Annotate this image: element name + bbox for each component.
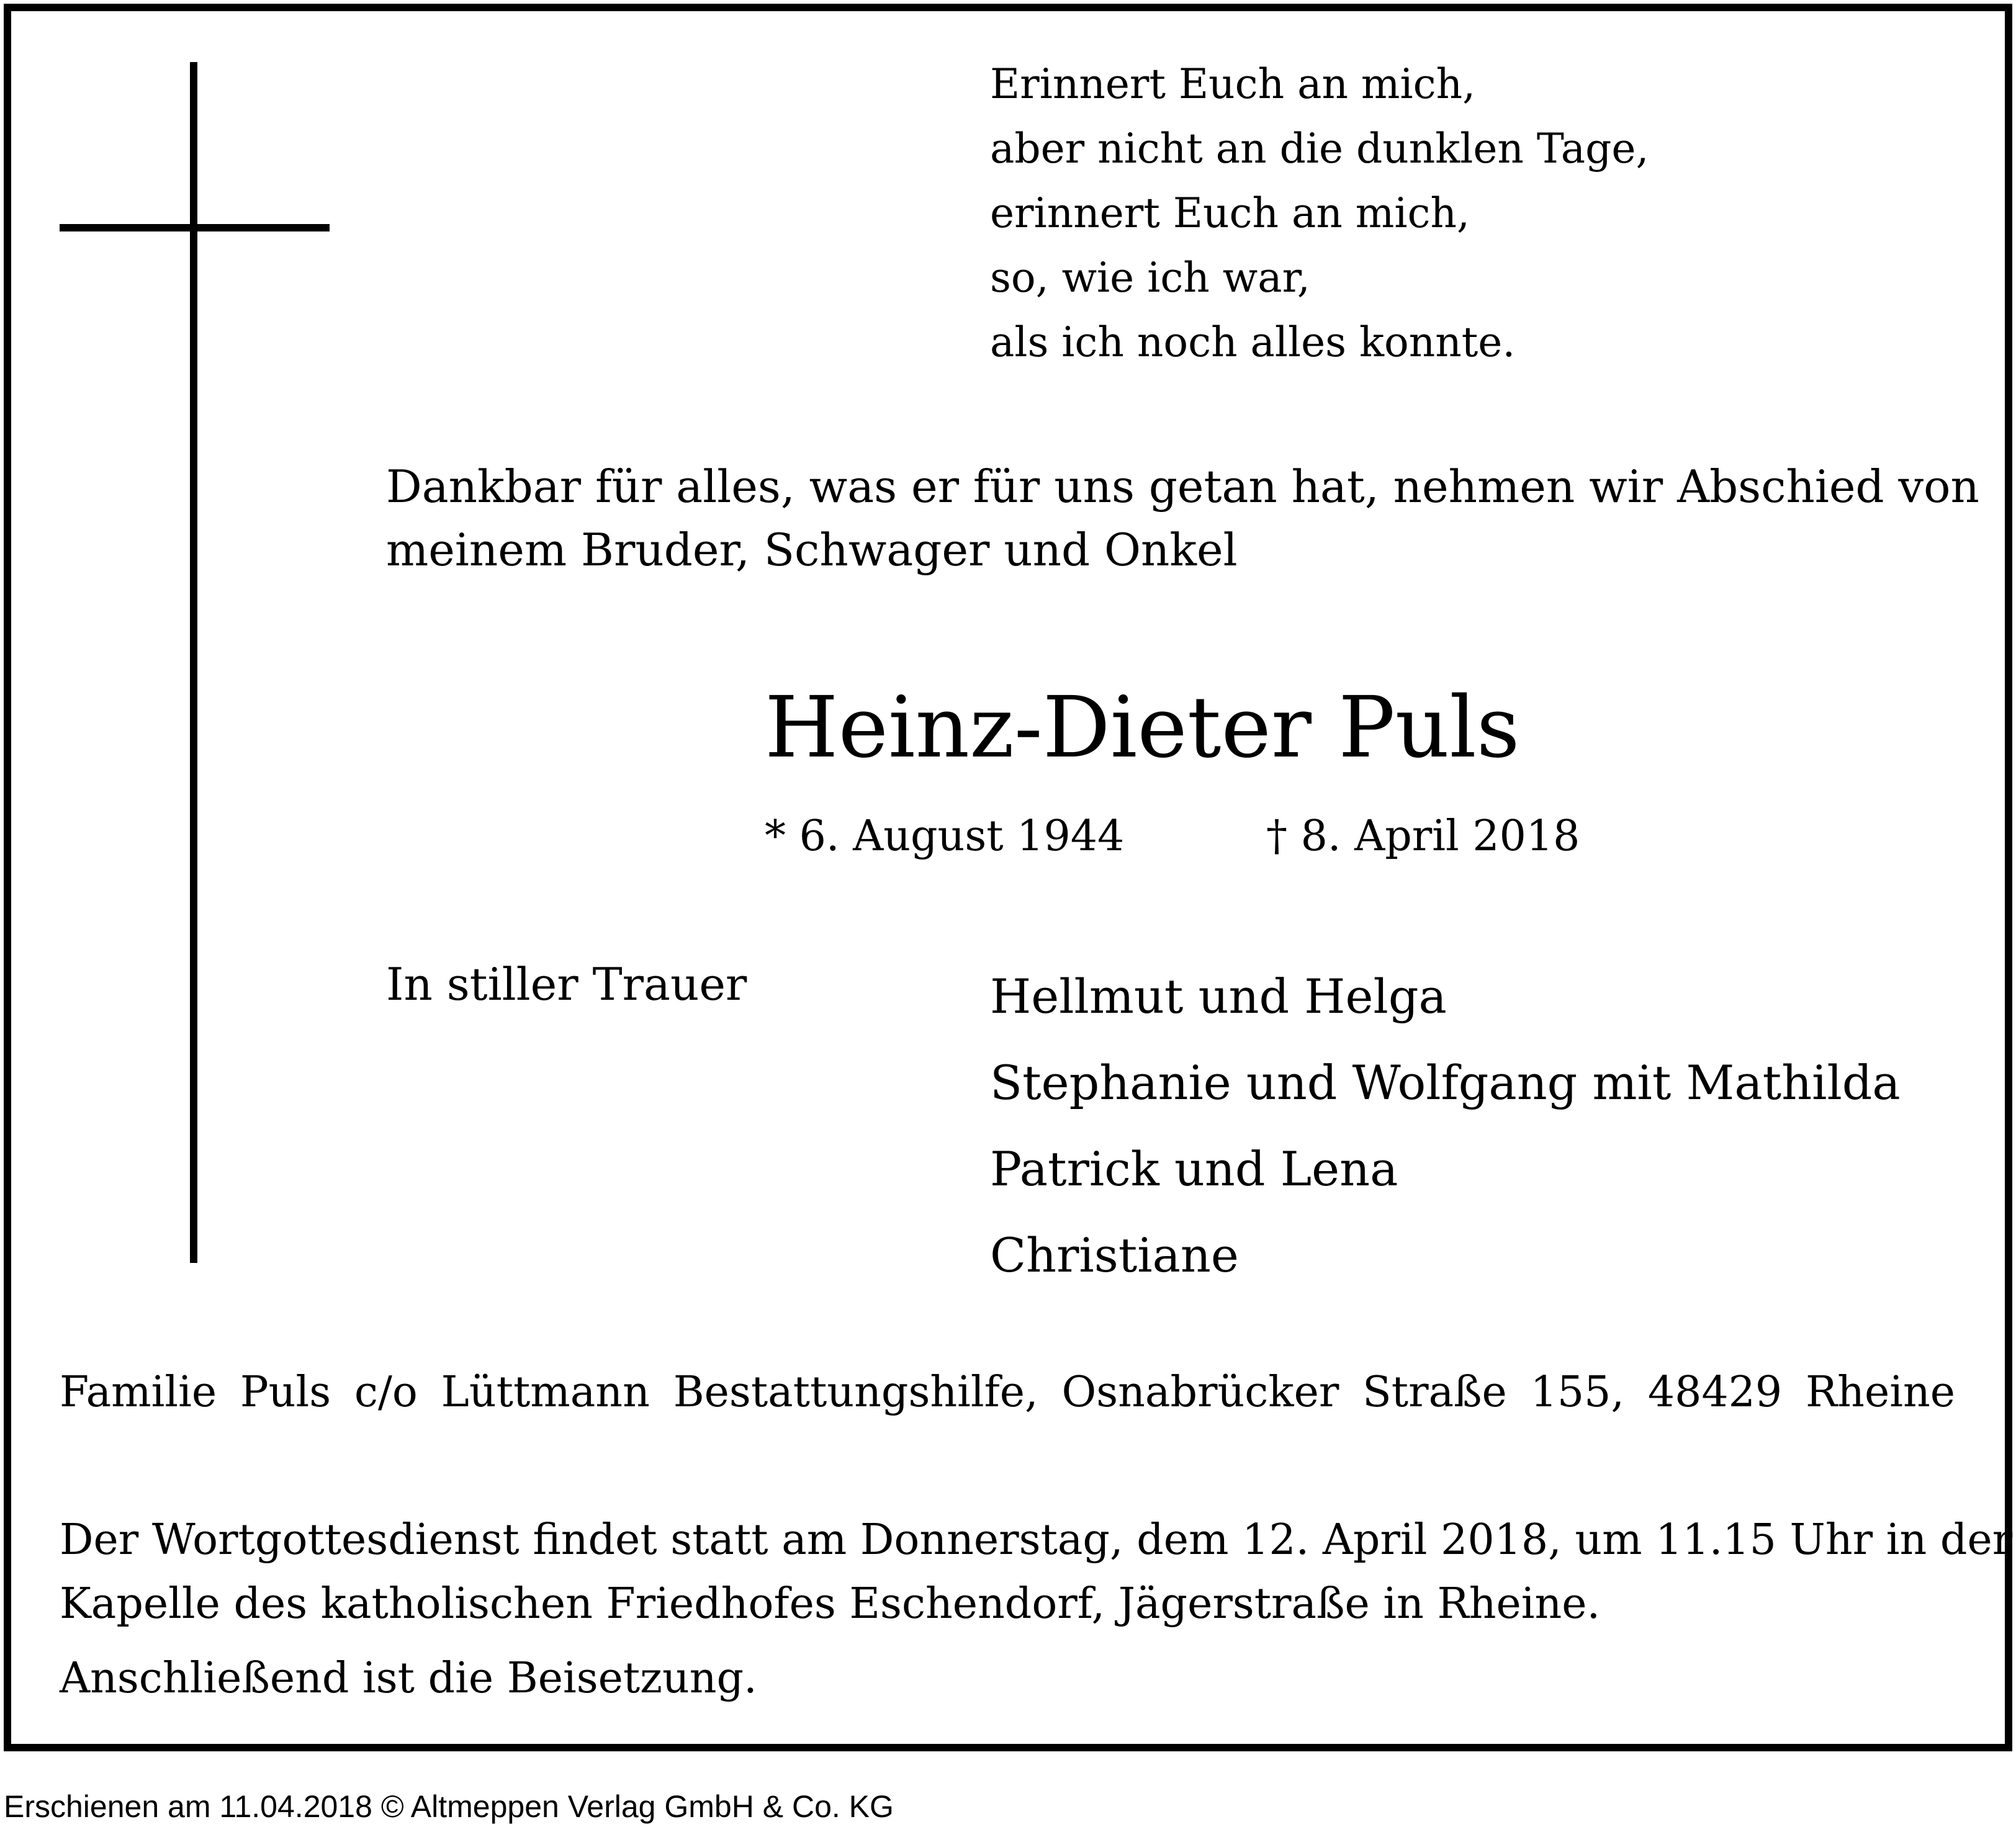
mourner-name: Christiane — [990, 1228, 1239, 1283]
mourning-label: In stiller Trauer — [386, 958, 747, 1010]
death-date: † 8. April 2018 — [1266, 812, 1580, 861]
mourner-name: Stephanie und Wolfgang mit Mathilda — [990, 1055, 1901, 1110]
intro-line: Dankbar für alles, was er für uns getan hat, nehmen wir Abschied von — [386, 460, 1979, 513]
service-line: Der Wortgottesdienst findet statt am Donnerstag, dem 12. April 2018, um 11.15 Uhr in der — [60, 1515, 2013, 1565]
poem-line: erinnert Euch an mich, — [990, 189, 1470, 237]
burial-info: Anschließend ist die Beisetzung. — [60, 1654, 757, 1703]
family-address: Familie Puls c/o Lüttmann Bestattungshilfe, Osnabrücker Straße 155, 48429 Rheine — [60, 1368, 1955, 1417]
birth-date: * 6. August 1944 — [765, 812, 1125, 861]
cross-icon — [190, 62, 197, 1263]
poem-line: Erinnert Euch an mich, — [990, 60, 1476, 108]
service-line: Kapelle des katholischen Friedhofes Eschendorf, Jägerstraße in Rheine. — [60, 1579, 1601, 1628]
deceased-name: Heinz-Dieter Puls — [765, 679, 1520, 777]
mourners-list — [990, 953, 1901, 1298]
poem-line: so, wie ich war, — [990, 254, 1310, 302]
service-info — [60, 1508, 2012, 1636]
publication-footer: Erschienen am 11.04.2018 © Altmeppen Verlag GmbH & Co. KG — [4, 1789, 894, 1824]
cross-icon-crossbar — [60, 224, 330, 231]
poem-line: als ich noch alles konnte. — [990, 318, 1516, 366]
poem — [990, 52, 1649, 375]
intro-text — [386, 455, 1979, 581]
mourner-name: Hellmut und Helga — [990, 969, 1447, 1024]
intro-line: meinem Bruder, Schwager und Onkel — [386, 524, 1238, 576]
mourner-name: Patrick und Lena — [990, 1141, 1398, 1197]
poem-line: aber nicht an die dunklen Tage, — [990, 125, 1649, 173]
